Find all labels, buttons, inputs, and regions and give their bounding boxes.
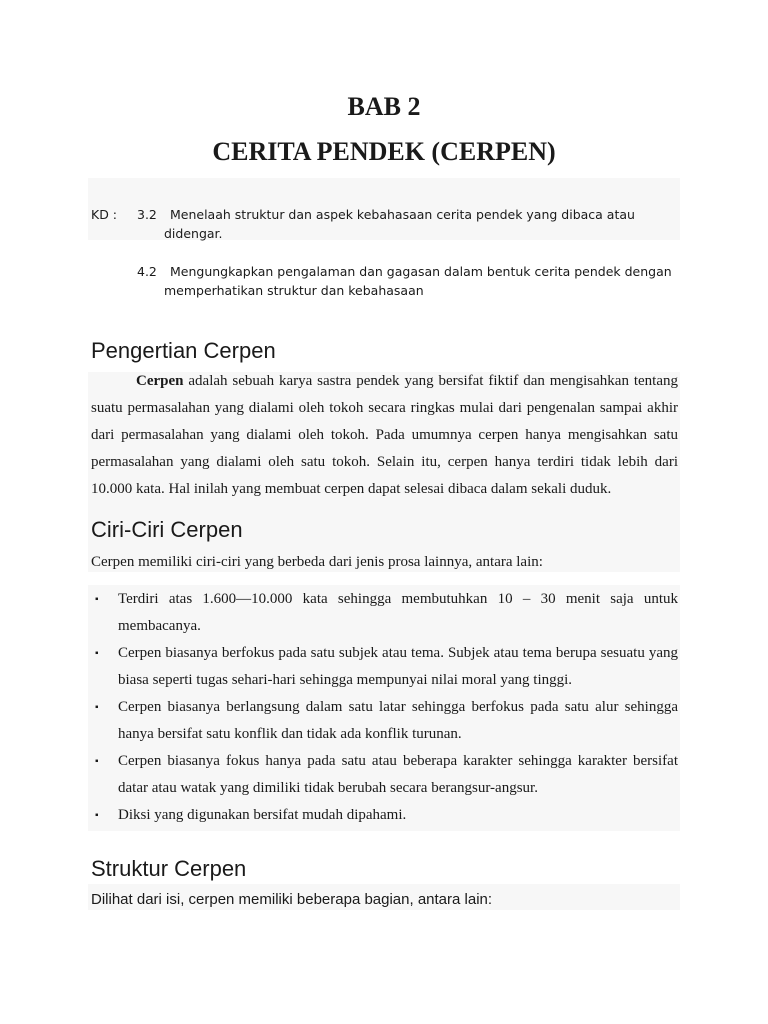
bullet-icon: ▪ bbox=[95, 756, 99, 767]
kd-item-text-continued: memperhatikan struktur dan kebahasaan bbox=[164, 283, 424, 298]
kd-item-number: 3.2 bbox=[137, 207, 157, 222]
bullet-icon: ▪ bbox=[95, 594, 99, 605]
struktur-intro: Dilihat dari isi, cerpen memiliki beberapa bagian, antara lain: bbox=[91, 891, 493, 908]
kd-item-3-2 bbox=[137, 205, 677, 243]
pengertian-body: adalah sebuah karya sastra pendek yang bersifat fiktif dan mengisahkan tentang suatu permasalahan yang dialami oleh tokoh secara ringkas mulai dari pengenalan sampai akhir dari permasalahan yang dialami oleh tokoh. Pada umumnya cerpen hanya mengisahkan satu permasalahan yang dialami oleh satu tokoh. Selain itu, cerpen hanya terdiri tidak lebih dari 10.000 kata. Hal inilah yang membuat cerpen dapat selesai dibaca dalam sekali duduk. bbox=[91, 373, 678, 497]
kd-item-text-continued: didengar. bbox=[164, 226, 223, 241]
chapter-number: BAB 2 bbox=[347, 92, 421, 121]
list-item: ▪ Cerpen biasanya fokus hanya pada satu atau beberapa karakter sehingga karakter bersifat datar atau watak yang dimiliki tidak berubah secara berangsur-angsur. bbox=[91, 748, 678, 802]
list-item: ▪ Terdiri atas 1.600—10.000 kata sehingga membutuhkan 10 – 30 menit saja untuk membacanya. bbox=[91, 586, 678, 640]
ciri-list bbox=[91, 586, 678, 829]
list-item: ▪ Cerpen biasanya berlangsung dalam satu latar sehingga berfokus pada satu alur sehingga hanya bersifat satu konflik dan tidak ada konflik turunan. bbox=[91, 694, 678, 748]
bullet-icon: ▪ bbox=[95, 702, 99, 713]
ciri-intro: Cerpen memiliki ciri-ciri yang berbeda dari jenis prosa lainnya, antara lain: bbox=[91, 554, 543, 570]
kd-item-4-2 bbox=[137, 262, 677, 300]
kd-item-text: Menelaah struktur dan aspek kebahasaan cerita pendek yang dibaca atau bbox=[170, 207, 635, 222]
bullet-icon: ▪ bbox=[95, 648, 99, 659]
list-item: ▪ Diksi yang digunakan bersifat mudah dipahami. bbox=[91, 802, 678, 829]
chapter-title: CERITA PENDEK (CERPEN) bbox=[212, 137, 556, 166]
list-item: ▪ Cerpen biasanya berfokus pada satu subjek atau tema. Subjek atau tema berupa sesuatu yang biasa seperti tugas sehari-hari sehingga mempunyai nilai moral yang tinggi. bbox=[91, 640, 678, 694]
heading-pengertian: Pengertian Cerpen bbox=[91, 338, 276, 363]
kd-label: KD : bbox=[91, 207, 118, 222]
kd-item-text: Mengungkapkan pengalaman dan gagasan dalam bentuk cerita pendek dengan bbox=[170, 264, 672, 279]
pengertian-paragraph bbox=[91, 368, 678, 503]
heading-struktur: Struktur Cerpen bbox=[91, 856, 247, 881]
bullet-icon: ▪ bbox=[95, 810, 99, 821]
term-cerpen: Cerpen bbox=[136, 373, 184, 389]
kd-item-number: 4.2 bbox=[137, 264, 157, 279]
heading-ciri: Ciri-Ciri Cerpen bbox=[91, 517, 243, 542]
